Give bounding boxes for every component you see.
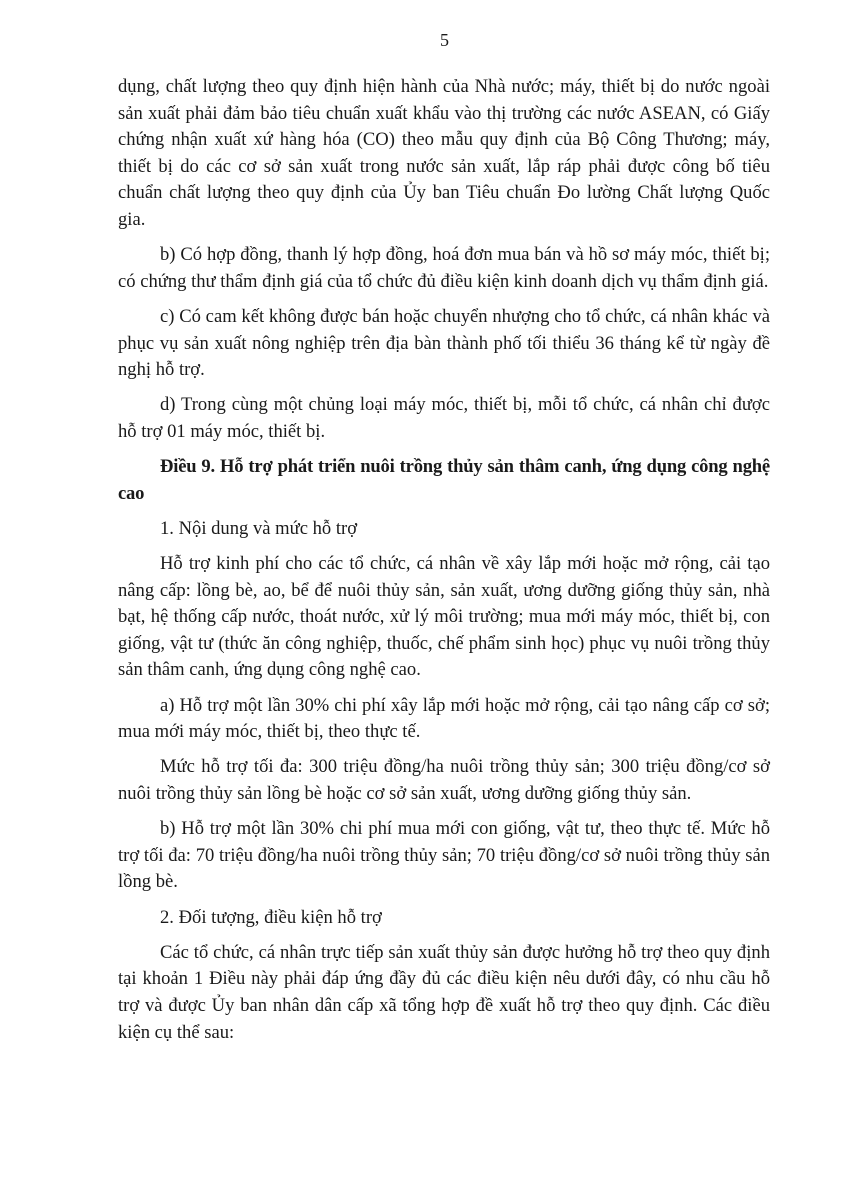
paragraph-support-a-construction: a) Hỗ trợ một lần 30% chi phí xây lắp mới hoặc mở rộng, cải tạo nâng cấp cơ sở; mua mới máy móc, thiết bị, theo thực tế. (118, 694, 770, 743)
paragraph-support-content: Hỗ trợ kinh phí cho các tổ chức, cá nhân về xây lắp mới hoặc mở rộng, cải tạo nâng cấp: lồng bè, ao, bể để nuôi thủy sản, sản xuất, ương dưỡng giống thủy sản, nhà bạt, hệ thống cấp nước, thoát nước, xử lý môi trường; mua mới máy móc, thiết bị, con giống, vật tư (thức ăn công nghiệp, thuốc, chế phẩm sinh học) phục vụ nuôi trồng thủy sản thâm canh, ứng dụng công nghệ cao. (118, 553, 770, 681)
section-2-title: 2. Đối tượng, điều kiện hỗ trợ (160, 906, 382, 928)
paragraph-eligibility: Các tổ chức, cá nhân trực tiếp sản xuất thủy sản được hưởng hỗ trợ theo quy định tại khoản 1 Điều này phải đáp ứng đầy đủ các điều kiện nêu dưới đây, có nhu cầu hỗ trợ và được Ủy ban nhân dân cấp xã tổng hợp đề xuất hỗ trợ theo quy định. Các điều kiện cụ thể sau: (118, 941, 770, 1043)
section-1-title: 1. Nội dung và mức hỗ trợ (160, 517, 358, 539)
paragraph-support-b-seed-materials: b) Hỗ trợ một lần 30% chi phí mua mới con giống, vật tư, theo thực tế. Mức hỗ trợ tối đa: 70 triệu đồng/ha nuôi trồng thủy sản; 70 triệu đồng/cơ sở nuôi trồng thủy sản lồng bè. (118, 818, 770, 893)
paragraph-machinery-standards-continuation: dụng, chất lượng theo quy định hiện hành của Nhà nước; máy, thiết bị do nước ngoài sản xuất phải đảm bảo tiêu chuẩn xuất khẩu vào thị trường các nước ASEAN, có Giấy chứng nhận xuất xứ hàng hóa (CO) theo mẫu quy định của Bộ Công Thương; máy, thiết bị do các cơ sở sản xuất trong nước sản xuất, lắp ráp phải được công bố tiêu chuẩn chất lượng theo quy định của Ủy ban Tiêu chuẩn Đo lường Chất lượng Quốc gia. (118, 76, 770, 230)
document-body (118, 74, 770, 1055)
paragraph-max-support-300: Mức hỗ trợ tối đa: 300 triệu đồng/ha nuôi trồng thủy sản; 300 triệu đồng/cơ sở nuôi trồng thủy sản lồng bè hoặc cơ sở sản xuất, ương dưỡng giống thủy sản. (118, 756, 770, 804)
paragraph-condition-c-commitment: c) Có cam kết không được bán hoặc chuyển nhượng cho tổ chức, cá nhân khác và phục vụ sản xuất nông nghiệp trên địa bàn thành phố tối thiểu 36 tháng kể từ ngày đề nghị hỗ trợ. (118, 305, 770, 381)
page-number: 5 (440, 30, 449, 50)
article-9-heading: Điều 9. Hỗ trợ phát triển nuôi trồng thủy sản thâm canh, ứng dụng công nghệ cao (118, 456, 770, 504)
paragraph-condition-d-one-machine: d) Trong cùng một chủng loại máy móc, thiết bị, mỗi tổ chức, cá nhân chỉ được hỗ trợ 01 máy móc, thiết bị. (118, 394, 770, 442)
paragraph-condition-b-contracts: b) Có hợp đồng, thanh lý hợp đồng, hoá đơn mua bán và hồ sơ máy móc, thiết bị; có chứng thư thẩm định giá của tổ chức đủ điều kiện kinh doanh dịch vụ thẩm định giá. (118, 244, 770, 292)
